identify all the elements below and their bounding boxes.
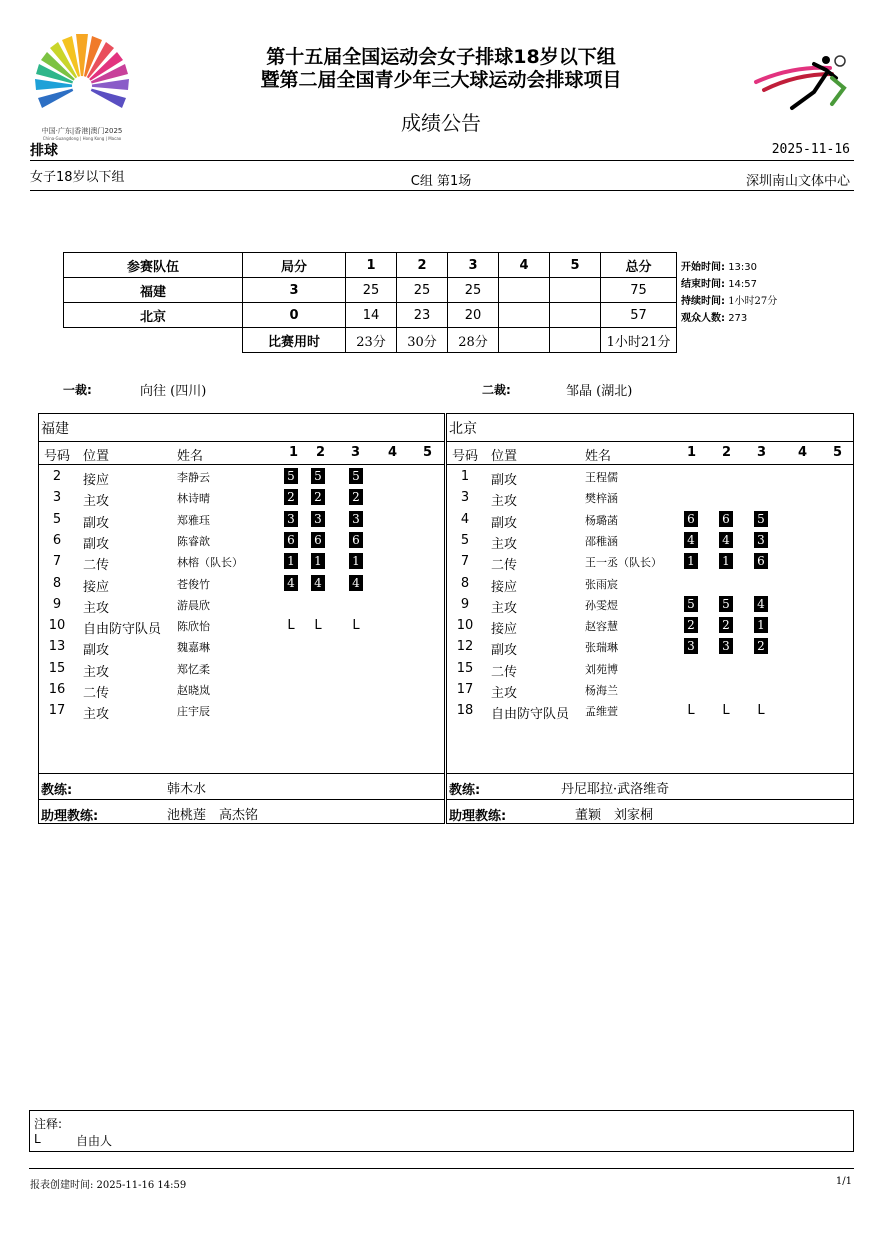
starting-position-badge: 5 <box>311 468 325 484</box>
match-label: C组 第1场 <box>410 174 472 189</box>
set-score: 25 <box>397 278 448 303</box>
referee-1-label: 一裁: <box>63 383 92 397</box>
starting-position-badge: 3 <box>719 638 733 654</box>
end-label: 结束时间: <box>681 279 725 290</box>
header-set-1: 1 <box>346 253 397 278</box>
player-position: 接应 <box>83 473 110 488</box>
starting-position-badge: 6 <box>349 532 363 548</box>
audience-label: 观众人数: <box>681 313 725 324</box>
set-duration: 28分 <box>448 328 499 353</box>
divider <box>30 190 854 191</box>
player-number: 16 <box>48 682 66 697</box>
title-line-1: 第十五届全国运动会女子排球18岁以下组 <box>266 46 616 68</box>
player-position: 接应 <box>491 579 518 595</box>
player-number: 10 <box>48 618 66 634</box>
player-name: 郑忆柔 <box>177 662 210 676</box>
player-position: 二传 <box>83 686 110 701</box>
player-number: 8 <box>460 575 470 591</box>
player-name: 张瑞琳 <box>585 641 618 655</box>
player-position: 二传 <box>83 558 110 574</box>
player-position: 主攻 <box>491 686 518 701</box>
header-set-4: 4 <box>499 253 550 278</box>
player-number: 9 <box>52 596 62 612</box>
roster-header <box>447 441 853 465</box>
starting-position-badge: 1 <box>284 553 298 569</box>
player-position: 副攻 <box>491 515 518 531</box>
referee-2-label: 二裁: <box>482 383 511 397</box>
player-name: 杨海兰 <box>585 684 618 697</box>
team-name: 北京 <box>64 303 243 328</box>
col-set-3: 3 <box>757 445 767 460</box>
player-number: 3 <box>52 490 62 506</box>
player-row <box>447 658 853 679</box>
player-number: 9 <box>460 596 470 612</box>
sets-won: 3 <box>243 278 346 303</box>
starting-position-badge: 5 <box>349 468 363 484</box>
player-name: 苍俊竹 <box>177 577 210 591</box>
player-number: 3 <box>460 490 470 506</box>
subtitle: 成绩公告 <box>401 111 481 135</box>
player-number: 6 <box>52 532 62 548</box>
starting-position-badge: 2 <box>284 489 298 505</box>
duration-row <box>64 328 677 353</box>
set-score <box>499 303 550 328</box>
starting-position-badge: 6 <box>719 511 733 527</box>
player-row <box>447 594 853 615</box>
player-name: 王一丞（队长） <box>585 556 662 570</box>
col-set-1: 1 <box>687 445 697 460</box>
player-number: 13 <box>48 639 66 655</box>
player-name: 刘苑博 <box>585 662 618 676</box>
player-position: 主攻 <box>83 707 110 723</box>
starting-position-badge: 4 <box>284 575 298 591</box>
player-position: 主攻 <box>491 494 518 510</box>
set-score <box>550 278 601 303</box>
player-number: 10 <box>456 618 474 634</box>
assistant-coach-label: 助理教练: <box>41 809 99 824</box>
header-set-3: 3 <box>448 253 499 278</box>
libero-marker: L <box>722 703 730 719</box>
starting-position-badge: 5 <box>719 596 733 612</box>
team-panel-2 <box>446 413 854 824</box>
set-duration: 30分 <box>397 328 448 353</box>
duration: 1小时27分 <box>728 296 778 307</box>
total-duration: 1小时21分 <box>601 328 677 353</box>
header-sets: 局分 <box>243 253 346 278</box>
header-total: 总分 <box>601 253 677 278</box>
starting-position-badge: 1 <box>349 553 363 569</box>
player-row <box>39 487 444 508</box>
libero-marker: L <box>757 703 765 719</box>
page-number: 1/1 <box>835 1176 852 1187</box>
team-title: 北京 <box>449 421 477 437</box>
player-row <box>447 573 853 594</box>
set-score <box>499 278 550 303</box>
team-panel-1 <box>38 413 445 824</box>
header-set-2: 2 <box>397 253 448 278</box>
starting-position-badge: 4 <box>349 575 363 591</box>
team-title: 福建 <box>41 421 69 437</box>
score-row-team-2 <box>64 303 677 328</box>
player-name: 林诗晴 <box>177 492 210 506</box>
player-name: 林榕（队长） <box>177 556 243 570</box>
starting-position-badge: 5 <box>754 511 768 527</box>
set-score <box>550 303 601 328</box>
player-number: 8 <box>52 575 62 591</box>
notes-label: 注释: <box>34 1117 63 1131</box>
divider <box>29 1168 854 1169</box>
set-score: 25 <box>346 278 397 303</box>
referee-2: 邹晶 (湖北) <box>566 384 633 399</box>
start-label: 开始时间: <box>681 262 725 273</box>
starting-position-badge: 1 <box>754 617 768 633</box>
assistant-coach-names: 董颖 刘家桐 <box>575 808 654 823</box>
coach-label: 教练: <box>41 783 73 798</box>
player-position: 自由防守队员 <box>83 622 162 638</box>
coach-row <box>39 773 444 799</box>
starting-position-badge: 1 <box>684 553 698 569</box>
starting-position-badge: 3 <box>284 511 298 527</box>
end-time: 14:57 <box>728 279 758 290</box>
col-position: 位置 <box>491 449 518 464</box>
player-name: 游晨欣 <box>177 598 210 612</box>
col-set-2: 2 <box>316 445 326 460</box>
player-number: 5 <box>460 532 470 548</box>
starting-position-badge: 6 <box>284 532 298 548</box>
player-position: 副攻 <box>83 536 110 552</box>
starting-position-badge: 2 <box>754 638 768 654</box>
player-number: 15 <box>48 660 66 676</box>
col-set-2: 2 <box>722 445 732 460</box>
col-number: 号码 <box>43 449 70 464</box>
player-position: 接应 <box>491 622 518 638</box>
player-position: 主攻 <box>83 494 110 510</box>
header-set-5: 5 <box>550 253 601 278</box>
player-name: 陈睿歆 <box>177 534 210 548</box>
logo-subtext: China·Guangdong | Hong Kong | Macao <box>42 136 122 141</box>
col-position: 位置 <box>83 449 110 464</box>
player-row <box>39 700 444 721</box>
notes-key: L <box>34 1132 41 1146</box>
player-name: 魏嘉琳 <box>177 641 210 655</box>
coach-row <box>447 773 853 799</box>
col-set-5: 5 <box>833 445 843 460</box>
col-set-5: 5 <box>423 445 433 460</box>
libero-marker: L <box>287 618 295 634</box>
col-set-3: 3 <box>351 445 361 460</box>
starting-position-badge: 4 <box>311 575 325 591</box>
player-name: 邵稚涵 <box>585 534 618 548</box>
team-name: 福建 <box>64 278 243 303</box>
player-name: 陈欣怡 <box>177 620 210 634</box>
match-info <box>681 259 777 327</box>
player-name: 孟维萱 <box>585 705 618 719</box>
player-row <box>39 573 444 594</box>
set-score: 23 <box>397 303 448 328</box>
divider <box>30 160 854 161</box>
set-duration: 23分 <box>346 328 397 353</box>
player-number: 12 <box>456 639 474 655</box>
libero-marker: L <box>352 618 360 634</box>
player-name: 赵容慧 <box>585 620 618 634</box>
player-row <box>39 615 444 636</box>
assistant-coach-row <box>39 799 444 825</box>
player-name: 赵晓岚 <box>177 684 210 697</box>
player-number: 17 <box>48 703 66 719</box>
player-row <box>39 466 444 487</box>
player-position: 副攻 <box>491 643 518 659</box>
notes-description: 自由人 <box>76 1134 113 1148</box>
total-score: 75 <box>601 278 677 303</box>
player-number: 15 <box>456 660 474 676</box>
player-position: 主攻 <box>83 600 110 616</box>
player-row <box>447 466 853 487</box>
player-row <box>447 530 853 551</box>
coach-label: 教练: <box>449 783 481 798</box>
player-row <box>39 594 444 615</box>
player-name: 杨璐菡 <box>585 513 618 527</box>
player-name: 孙雯煜 <box>585 598 618 612</box>
score-header-row <box>64 253 677 278</box>
venue: 深圳南山文体中心 <box>745 174 850 189</box>
player-number: 2 <box>52 469 62 484</box>
score-row-team-1 <box>64 278 677 303</box>
player-row <box>39 636 444 657</box>
coach-name: 丹尼耶拉·武洛维奇 <box>561 782 670 797</box>
category: 女子18岁以下组 <box>30 170 125 185</box>
starting-position-badge: 1 <box>719 553 733 569</box>
header-team: 参赛队伍 <box>64 253 243 278</box>
player-row <box>447 700 853 721</box>
assistant-coach-label: 助理教练: <box>449 809 507 824</box>
player-position: 接应 <box>83 579 110 595</box>
player-position: 主攻 <box>491 536 518 552</box>
starting-position-badge: 4 <box>754 596 768 612</box>
player-name: 郑雅珏 <box>177 513 210 527</box>
starting-position-badge: 4 <box>719 532 733 548</box>
referee-1: 向往 (四川) <box>140 384 207 399</box>
player-row <box>39 658 444 679</box>
starting-position-badge: 2 <box>311 489 325 505</box>
player-row <box>39 679 444 700</box>
assistant-coach-names: 池桃莲 高杰铭 <box>167 808 259 823</box>
col-name: 姓名 <box>585 449 612 464</box>
player-row <box>447 509 853 530</box>
starting-position-badge: 6 <box>754 553 768 569</box>
logo-text: 中国·广东|香港|澳门2025 <box>41 127 123 135</box>
player-position: 二传 <box>491 558 518 574</box>
player-position: 主攻 <box>491 600 518 616</box>
starting-position-badge: 2 <box>349 489 363 505</box>
player-name: 王程儒 <box>585 471 618 484</box>
set-duration <box>499 328 550 353</box>
player-name: 庄宇辰 <box>177 705 210 719</box>
player-row <box>447 551 853 572</box>
libero-marker: L <box>687 703 695 719</box>
total-score: 57 <box>601 303 677 328</box>
player-row <box>39 509 444 530</box>
player-row <box>39 551 444 572</box>
col-number: 号码 <box>451 449 478 464</box>
audience: 273 <box>728 313 748 324</box>
score-table <box>63 252 677 353</box>
player-position: 副攻 <box>83 643 110 659</box>
report-created: 报表创建时间: 2025-11-16 14:59 <box>30 1180 187 1191</box>
player-position: 自由防守队员 <box>491 707 570 723</box>
player-position: 副攻 <box>491 473 518 488</box>
sport-label: 排球 <box>30 143 58 159</box>
player-number: 5 <box>52 511 62 527</box>
set-duration <box>550 328 601 353</box>
duration-label: 比赛用时 <box>243 328 346 353</box>
starting-position-badge: 1 <box>311 553 325 569</box>
starting-position-badge: 3 <box>754 532 768 548</box>
coach-name: 韩木水 <box>167 782 207 797</box>
player-position: 二传 <box>491 664 518 680</box>
set-score: 20 <box>448 303 499 328</box>
libero-marker: L <box>314 618 322 634</box>
starting-position-badge: 5 <box>284 468 298 484</box>
player-position: 副攻 <box>83 515 110 531</box>
empty-cell <box>64 328 243 353</box>
player-row <box>39 530 444 551</box>
col-set-1: 1 <box>289 445 299 460</box>
col-set-4: 4 <box>798 445 808 460</box>
player-number: 7 <box>52 554 62 570</box>
player-row <box>447 487 853 508</box>
player-number: 7 <box>460 554 470 570</box>
player-number: 18 <box>456 703 474 719</box>
starting-position-badge: 3 <box>311 511 325 527</box>
player-row <box>447 615 853 636</box>
player-name: 樊梓涵 <box>585 492 618 506</box>
starting-position-badge: 3 <box>349 511 363 527</box>
starting-position-badge: 4 <box>684 532 698 548</box>
start-time: 13:30 <box>728 262 758 273</box>
player-row <box>447 679 853 700</box>
player-name: 张雨宸 <box>585 577 618 591</box>
sets-won: 0 <box>243 303 346 328</box>
player-position: 主攻 <box>83 664 110 680</box>
set-score: 25 <box>448 278 499 303</box>
set-score: 14 <box>346 303 397 328</box>
starting-position-badge: 2 <box>684 617 698 633</box>
player-name: 李静云 <box>177 471 210 484</box>
player-number: 17 <box>456 682 474 697</box>
title-line-2: 暨第二届全国青少年三大球运动会排球项目 <box>260 69 622 91</box>
starting-position-badge: 3 <box>684 638 698 654</box>
player-number: 4 <box>460 511 470 527</box>
assistant-coach-row <box>447 799 853 825</box>
starting-position-badge: 2 <box>719 617 733 633</box>
player-number: 1 <box>460 469 470 484</box>
player-row <box>447 636 853 657</box>
starting-position-badge: 6 <box>684 511 698 527</box>
roster-header <box>39 441 444 465</box>
date: 2025-11-16 <box>771 142 850 157</box>
col-name: 姓名 <box>177 449 204 464</box>
col-set-4: 4 <box>388 445 398 460</box>
duration-label: 持续时间: <box>681 296 725 307</box>
notes-box <box>29 1110 854 1152</box>
starting-position-badge: 5 <box>684 596 698 612</box>
starting-position-badge: 6 <box>311 532 325 548</box>
